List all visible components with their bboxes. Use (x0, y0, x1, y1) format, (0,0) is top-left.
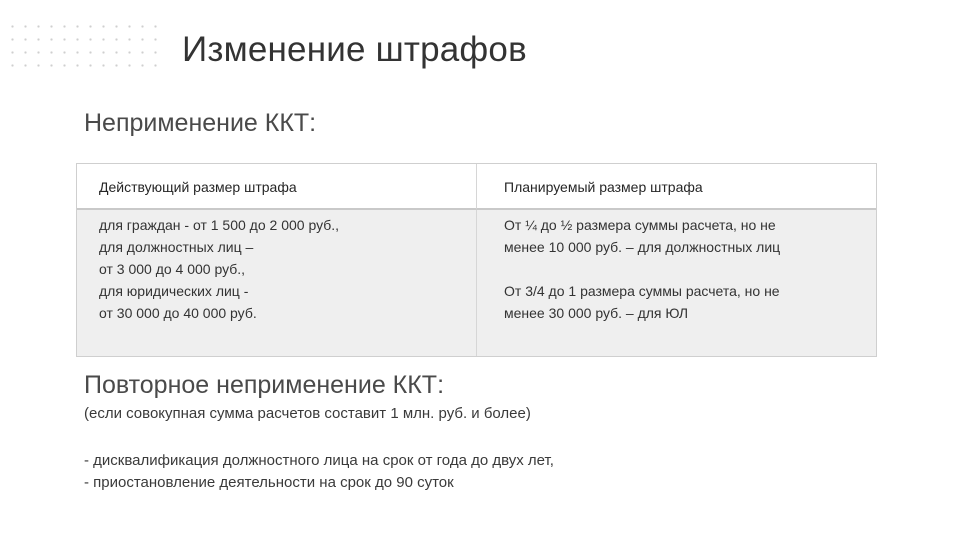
section-heading-non-use: Неприменение ККТ: (84, 109, 317, 137)
planned-fine-officials-line: От ¼ до ½ размера суммы расчета, но не (504, 217, 776, 233)
fines-comparison-table (76, 163, 877, 357)
current-fine-line: для должностных лиц – (99, 239, 254, 255)
current-fine-line: для граждан - от 1 500 до 2 000 руб., (99, 217, 340, 233)
planned-fine-legal-entities-line: От 3/4 до 1 размера суммы расчета, но не (504, 283, 780, 299)
header-planned-fine: Планируемый размер штрафа (477, 164, 876, 210)
penalty-list (84, 450, 554, 494)
current-fine-line: для юридических лиц - (99, 283, 249, 299)
slide-title: Изменение штрафов (182, 30, 527, 69)
current-fine-line: от 3 000 до 4 000 руб., (99, 261, 246, 277)
planned-fine-legal-entities-line: менее 30 000 руб. – для ЮЛ (504, 305, 689, 321)
planned-fines-cell (477, 210, 876, 356)
threshold-note: (если совокупная сумма расчетов составит 1 млн. руб. и более) (84, 405, 531, 422)
dot-grid-decoration (6, 20, 160, 70)
penalty-item: - приостановление деятельности на срок до 90 суток (84, 474, 454, 491)
current-fines-cell (77, 210, 477, 356)
penalty-item: - дисквалификация должностного лица на срок от года до двух лет, (84, 452, 554, 469)
paragraph-gap (504, 258, 876, 280)
current-fine-line: от 30 000 до 40 000 руб. (99, 305, 257, 321)
section-heading-repeated-non-use: Повторное неприменение ККТ: (84, 371, 445, 399)
planned-fine-officials-line: менее 10 000 руб. – для должностных лиц (504, 239, 781, 255)
header-current-fine: Действующий размер штрафа (77, 164, 477, 210)
